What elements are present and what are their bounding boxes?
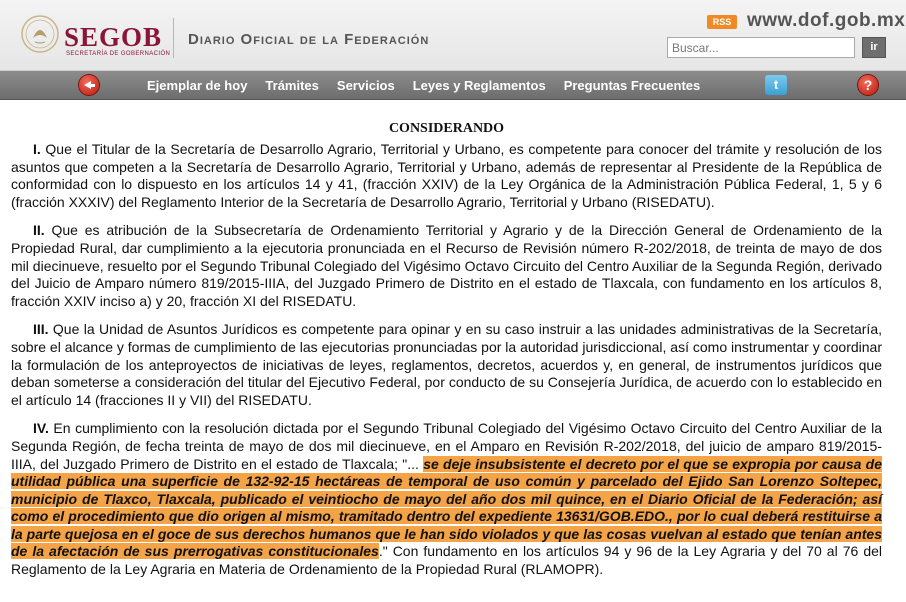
paragraph-number: IV.	[33, 420, 49, 437]
main-nav	[0, 71, 906, 100]
paragraph-number: III.	[33, 321, 49, 338]
paragraph-number: I.	[33, 141, 41, 157]
nav-items	[147, 71, 718, 99]
considerando-paragraph-1	[11, 141, 882, 211]
paragraph-text-before: En cumplimiento con la resolución dictada por el Segundo Tribunal Colegiado del Vigésimo Octavo Circuito del Centro Auxiliar de la Segunda Región, de fecha treinta de mayo de dos mil diecinueve, en el Amparo en Revisión R-202/2018, del juicio de amparo 819/2015-IIIA, del Juzgado Primero de Distrito en el estado de Tlaxcala; "...	[11, 420, 882, 472]
paragraph-text: Que es atribución de la Subsecretaría de Ordenamiento Territorial y Agrario y de la Dirección General de Ordenamiento de la Propiedad Rural, dar cumplimiento a la ejecutoria pronunciada en el Recurso de Revisión número R-202/2018, de treinta de mayo de dos mil diecinueve, resuelto por el Segundo Tribunal Colegiado del Vigésimo Octavo Circuito del Centro Auxiliar de la Segunda Región, derivado del Juicio de Amparo número 819/2015-IIIA, del Juzgado Primero de Distrito en el estado de Tlaxcala, con fundamento en los artículos 8, fracción XXIV inciso a) y 20, fracción XI del RISEDATU.	[11, 222, 882, 309]
site-title: Diario Oficial de la Federación	[188, 31, 430, 48]
nav-item-tramites[interactable]: Trámites	[265, 77, 319, 93]
nav-item-leyes-y-reglamentos[interactable]: Leyes y Reglamentos	[412, 77, 546, 93]
paragraph-text: Que la Unidad de Asuntos Jurídicos es competente para opinar y en su caso instruir a las unidades administrativas de la Secretaría, sobre el alcance y formas de cumplimiento de las ejecutorias pronunciadas por la autoridad jurisdiccional, así como instrumentar y coordinar la formulación de los anteproyectos de iniciativas de leyes, reglamentos, decretos, acuerdos y, en general, de instrumentos jurídicos que deban someterse a consideración del titular del Ejecutivo Federal, por conducto de su Consejería Jurídica, de acuerdo con lo establecido en el artículo 14 (fracciones II y VII) del RISEDATU.	[11, 321, 882, 408]
segob-logo-text[interactable]: SEGOB	[64, 22, 163, 52]
search-button[interactable]: ir	[862, 37, 886, 58]
considerando-paragraph-2	[11, 222, 882, 310]
site-header	[0, 0, 906, 71]
paragraph-number: II.	[33, 222, 45, 239]
considerando-paragraph-3	[11, 321, 882, 409]
paragraph-text-after: ." Con fundamento en los artículos 94 y 96 de la Ley Agraria y del 70 al 76 del Reglamento de la Ley Agraria en Materia de Ordenamiento de la Propiedad Rural (RLAMOPR).	[11, 543, 882, 578]
site-url: www.dof.gob.mx	[747, 10, 906, 31]
segob-logo-subtitle: SECRETARÍA DE GOBERNACIÓN	[66, 51, 171, 57]
highlighted-quote: se deje insubsistente el decreto por el que se expropia por causa de utilidad pública una superficie de 132-92-15 hectáreas de temporal de uso común y parcelado del Ejido San Lorenzo Soltepec, municipio de Tlaxco, Tlaxcala, publicado el veintiocho de mayo del año dos mil quince, en el Diario Oficial de la Federación; así como el procedimiento que dio origen al mismo, tramitado dentro del expediente 13631/GOB.EDO., por lo cual deberá restituirse a la parte quejosa en el goce de sus derechos humanos que le han sido violados y que las cosas vuelvan al estado que tenían antes de la afectación de sus prerrogativas constitucionales	[11, 455, 882, 560]
rss-icon[interactable]: RSS	[707, 15, 737, 29]
header-divider	[173, 18, 174, 58]
eagle-seal-icon	[20, 8, 60, 60]
nav-item-ejemplar-de-hoy[interactable]: Ejemplar de hoy	[147, 77, 248, 93]
considerando-paragraph-4	[11, 420, 882, 578]
paragraph-text: Que el Titular de la Secretaría de Desarrollo Agrario, Territorial y Urbano, es competente para conocer del trámite y resolución de los asuntos que competen a la Secretaría de Desarrollo Agrario, Territorial y Urbano, además de representar al Presidente de la República de conformidad con lo dispuesto en los artículos 14 y 41, (fracción XXIV) de la Ley Orgánica de la Administración Pública Federal, 1, 5 y 6 (fracción XXXIV) del Reglamento Interior de la Secretaría de Desarrollo Agrario, Territorial y Urbano (RISEDATU).	[11, 141, 882, 210]
section-heading: CONSIDERANDO	[388, 121, 505, 136]
search-input[interactable]	[667, 37, 855, 58]
document-content	[0, 121, 906, 579]
help-icon[interactable]: ?	[858, 75, 878, 95]
twitter-icon[interactable]: t	[765, 75, 787, 95]
nav-item-servicios[interactable]: Servicios	[336, 77, 395, 93]
nav-item-preguntas-frecuentes[interactable]: Preguntas Frecuentes	[563, 77, 701, 93]
back-arrow-icon[interactable]	[79, 75, 99, 95]
